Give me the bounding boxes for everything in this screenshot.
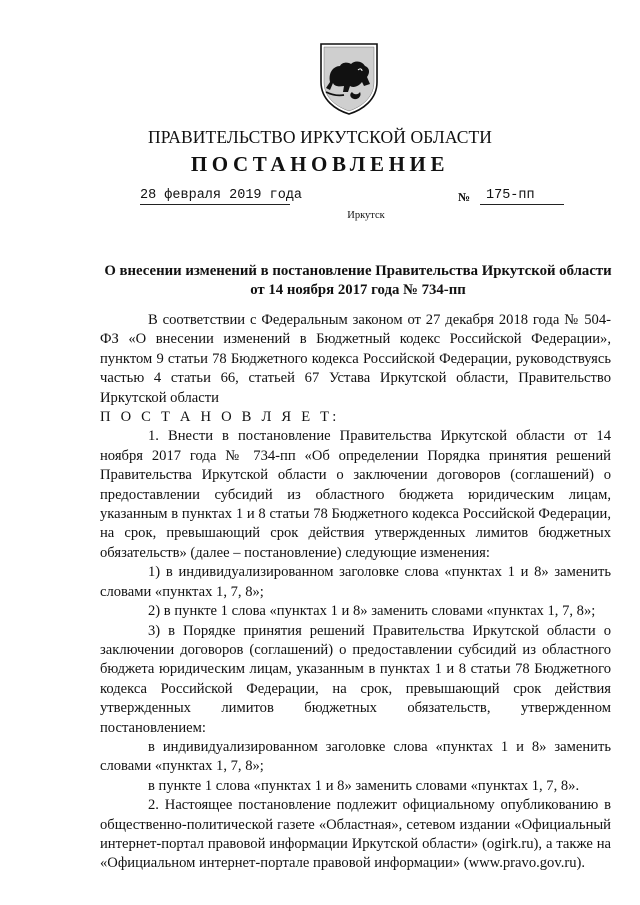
document-date: 28 февраля 2019 года — [140, 188, 303, 203]
document-type: ПОСТАНОВЛЕНИЕ — [190, 152, 450, 176]
paragraph-1: 1. Внести в постановление Правительства Иркутской области от 14 ноября 2017 года № 734-пп «Об определении Порядка принятия решений Правительства Иркутской области о заключении договоров (соглашений) о предоставлении субсидий из областного бюджета юридическим лицам, указанным в пунктах 1 и 8 статьи 78 Бюджетного кодекса Российской Федерации, на срок, превышающий срок действия утвержденных лимитов бюджетных обязательств» (далее – постановление) следующие изменения: — [100, 428, 611, 561]
document-body — [100, 311, 611, 874]
paragraph-1-3b: в пункте 1 слова «пунктах 1 и 8» заменить словами «пунктах 1, 7, 8». — [148, 777, 580, 794]
government-title: ПРАВИТЕЛЬСТВО ИРКУТСКОЙ ОБЛАСТИ — [147, 127, 493, 147]
coat-of-arms-icon — [318, 42, 380, 116]
paragraph-1-2: 2) в пункте 1 слова «пунктах 1 и 8» заменить словами «пунктах 1, 7, 8»; — [148, 603, 596, 620]
paragraph-1-1: 1) в индивидуализированном заголовке слова «пунктах 1 и 8» заменить словами «пунктах 1, 7, 8»; — [100, 564, 611, 600]
document-subject: О внесении изменений в постановление Правительства Иркутской области от 14 ноября 2017 года № 734-пп — [104, 263, 612, 298]
number-sign: № — [458, 190, 471, 204]
paragraph-1-3a: в индивидуализированном заголовке слова «пунктах 1 и 8» заменить словами «пунктах 1, 7, 8»; — [100, 738, 611, 775]
resolve-heading: П О С Т А Н О В Л Я Е Т: — [100, 409, 340, 426]
preamble-paragraph: В соответствии с Федеральным законом от 27 декабря 2018 года № 504-ФЗ «О внесении изменений в Бюджетный кодекс Российской Федерации», пунктом 9 статьи 78 Бюджетного кодекса Российской Федерации, руководствуясь частью 4 статьи 66, статьей 67 Устава Иркутской области, Правительство Иркутской области — [100, 312, 611, 406]
paragraph-2: 2. Настоящее постановление подлежит официальному опубликованию в общественно-политической газете «Областная», сетевом издании «Официальный интернет-портал правовой информации Иркутской области» (ogirk.ru), а также на «Официальном интернет-портале правовой информации» (www.pravo.gov.ru). — [100, 797, 611, 872]
paragraph-1-3: 3) в Порядке принятия решений Правительства Иркутской области о заключении договоров (соглашений) о предоставлении субсидий из областного бюджета юридическим лицам, указанным в пунктах 1 и 8 статьи 78 Бюджетного кодекса Российской Федерации, на срок, превышающий срок действия утвержденных лимитов бюджетных обязательств, утвержденном постановлением: — [100, 622, 611, 736]
city-label: Иркутск — [347, 210, 385, 221]
document-number: 175-пп — [480, 188, 564, 205]
